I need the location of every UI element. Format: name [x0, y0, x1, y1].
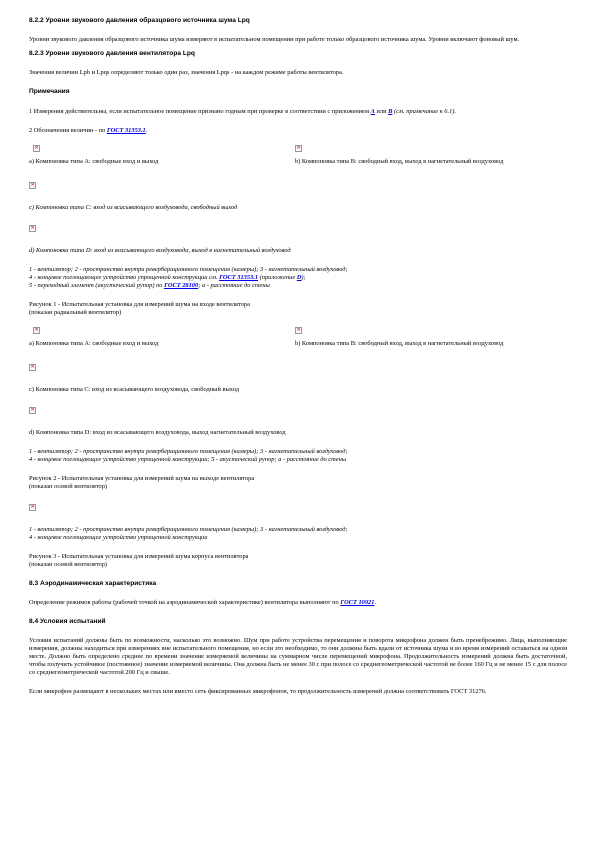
figure-1-legend-3: 5 - переходный элемент (акустический рупор) по ГОСТ 28100; а - расстояние до стены: [29, 281, 270, 289]
section-8-3-text: Определение режимов работы (рабочей точкой на аэродинамической характеристике) вентилятора выполняют по ГОСТ 10921.: [29, 598, 377, 606]
figure-1d-caption: d) Компоновка типа D: вход из всасывающего воздуховода, выход в нагнетательный воздуховод: [29, 246, 291, 254]
annex-a-link[interactable]: А: [370, 107, 375, 115]
broken-image-icon: [29, 225, 36, 232]
annex-b-link[interactable]: В: [388, 107, 393, 115]
section-8-2-2-text: Уровни звукового давления образцового источника шума измеряют в испытательном помещении при работе только образцового источника шума. Уровни включают фоновый шум.: [29, 36, 520, 44]
figure-2b: [295, 327, 545, 348]
figure-3-caption: Рисунок 3 - Испытательная установка для измерений шума корпуса вентилятора: [29, 552, 249, 560]
annex-d-link[interactable]: D: [296, 273, 302, 281]
figure-1b-caption: b) Компоновка типа В: свободный вход, выход в нагнетательный воздуховод: [295, 157, 504, 165]
broken-image-icon: [29, 182, 36, 189]
figure-2c-caption: с) Компоновка типа С: вход из всасывающего воздуховода, свободный выход: [29, 385, 240, 393]
gost-31353-link[interactable]: ГОСТ 31353.1: [219, 273, 259, 281]
figure-1-caption-note: (показан радиальный вентилятор): [29, 308, 122, 316]
figure-2a-caption: а) Компоновка типа А: свободные вход и выход: [29, 339, 159, 347]
figure-2d-image: [29, 407, 567, 417]
section-8-4-paragraph-2: Если микрофон размещают в нескольких местах или вместо сеть фиксированных микрофонов, то продолжительность измерений должна соответствовать ГОСТ 31276.: [29, 688, 487, 696]
notes-title: Примечания: [29, 88, 70, 96]
gost-10921-link[interactable]: ГОСТ 10921: [340, 598, 375, 606]
document-body: [29, 17, 567, 696]
figure-1d-image: [29, 225, 567, 235]
figure-2-caption-note: (показан осевой вентилятор): [29, 482, 108, 490]
figure-2-legend-1: 1 - вентилятор; 2 - пространство внутри реверберационного помещения (камеры); 3 - нагнетательный воздуховод;: [29, 447, 348, 455]
figure-1b: [295, 145, 545, 166]
gost-31353-link[interactable]: ГОСТ 31353.1: [106, 126, 146, 134]
figure-2c-image: [29, 364, 567, 374]
figure-2-caption: Рисунок 2 - Испытательная установка для измерений шума на выходе вентилятора: [29, 474, 255, 482]
figure-2-top-row: [29, 327, 567, 348]
section-8-2-3-text: Значения величин Lрb и Lрqs определяют только один раз, значения Lрqs - на каждом режиме работы вентилятора.: [29, 69, 344, 77]
figure-1-legend-1: 1 - вентилятор; 2 - пространство внутри реверберационного помещения (камеры); 3 - нагнетательный воздуховод;: [29, 265, 348, 273]
broken-image-icon: [29, 407, 36, 414]
section-8-4-paragraph-1: Условия испытаний должны быть по возможности, насколько это возможно. Шум при работе устройства перемещения и поворота микрофона должен быть пренебрежимо. Лица, выполняющие измерения, должны находиться при измерениях вне испытательного помещения, но если это необходимо, то они должны быть вдали от источника шума и во время измерений оставаться на одном месте. Должно быть определено среднее по времени значение измеряемой величины на суммарном числе перемещений микрофона. Продолжительность измерений должна быть достаточной, чтобы получить устойчивое (постоянное) значение измеряемой величины. Она должна быть не менее 30 с при полосе со среднегеометрической частотой не более 160 Гц и не менее 15 с для полосе со среднегеометрической частотой 200 Гц и свыше.: [29, 637, 567, 677]
figure-3-caption-note: (показан осевой вентилятор): [29, 560, 108, 568]
figure-1-legend-2: 4 - концевое поглощающее устройство упрощенной конструкции см. ГОСТ 31353.1 (приложение D);: [29, 273, 306, 281]
broken-image-icon: [295, 145, 302, 152]
figure-1c-caption: с) Компоновка типа С: вход из всасывающего воздуховода, свободный выход: [29, 203, 238, 211]
broken-image-icon: [29, 504, 36, 511]
broken-image-icon: [33, 145, 40, 152]
broken-image-icon: [295, 327, 302, 334]
figure-2d-caption: d) Компоновка типа D: вход из всасывающего воздуховода, выход нагнетательный воздуховод: [29, 428, 286, 436]
section-8-3-heading: 8.3 Аэродинамическая характеристика: [29, 579, 157, 587]
figure-1a: [29, 145, 295, 166]
figure-3-legend-2: 4 - концевое поглощающее устройство упрощенной конструкции: [29, 533, 208, 541]
section-8-4-heading: 8.4 Условия испытаний: [29, 617, 106, 625]
figure-1-top-row: [29, 145, 567, 166]
figure-1c-image: [29, 182, 567, 192]
broken-image-icon: [33, 327, 40, 334]
figure-2b-caption: b) Компоновка типа В: свободный вход, выход в нагнетательный воздуховод: [295, 339, 504, 347]
figure-3-image: [29, 504, 567, 514]
figure-1-caption: Рисунок 1 - Испытательная установка для измерений шума на входе вентилятора: [29, 300, 250, 308]
note-2: 2 Обозначения величин - по ГОСТ 31353.1.: [29, 126, 148, 134]
broken-image-icon: [29, 364, 36, 371]
figure-2a: [29, 327, 295, 348]
figure-2-legend-2: 4 - концевое поглощающее устройство упрощенной конструкции; 5 - акустический рупор; а - расстояние до стены: [29, 455, 347, 463]
figure-1a-caption: а) Компоновка типа А: свободные вход и выход: [29, 157, 159, 165]
note-1: 1 Измерения действительны, если испытательное помещение признано годным при проверке в соответствии с приложением А или В (см. примечание к 6.1).: [29, 107, 456, 115]
section-8-2-3-heading: 8.2.3 Уровни звукового давления вентилятора Lрq: [29, 50, 195, 58]
section-8-2-2-heading: 8.2.2 Уровни звукового давления образцового источника шума Lрq: [29, 17, 250, 24]
gost-28100-link[interactable]: ГОСТ 28100: [164, 281, 199, 289]
figure-3-legend-1: 1 - вентилятор; 2 - пространство внутри реверберационного помещения (камеры); 3 - нагнетательный воздуховод;: [29, 525, 348, 533]
